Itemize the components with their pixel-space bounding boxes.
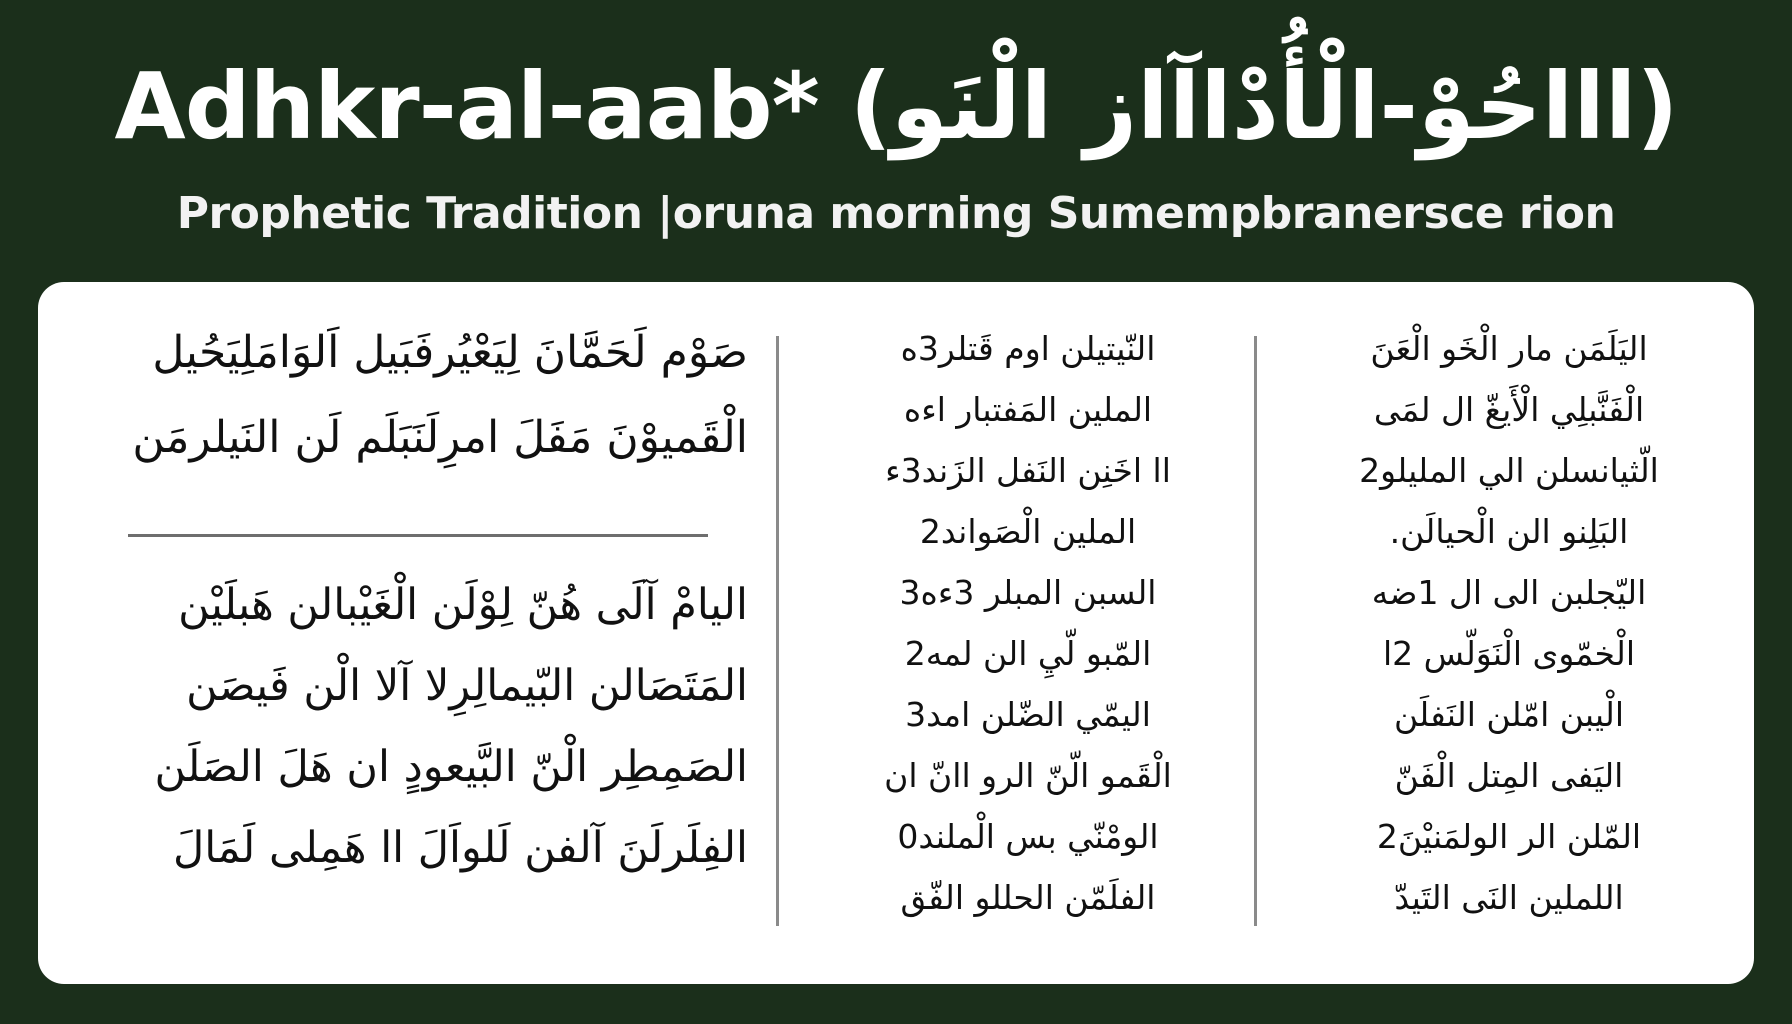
- column-divider: [776, 336, 779, 926]
- verse-line: الصَمِطِر الْنّ البَّيعودٍ ان هَلَ الصَلَن: [154, 742, 748, 792]
- list-item: الْيبن امّلن النَفلَن: [1393, 695, 1625, 734]
- section-divider: [128, 534, 708, 537]
- list-item: اليّجلبن الى ال 1ضه: [1371, 573, 1647, 612]
- list-item: الومْنّي بس الْملند0: [897, 817, 1159, 856]
- content-card: [38, 282, 1754, 984]
- list-item: البَلِنو الن الْحيالَن.: [1389, 512, 1629, 551]
- list-item: الملين المَفتبار اءه: [903, 390, 1153, 429]
- page-header: [0, 0, 1792, 270]
- list-item: اليَفى المِتل الْفَنّ: [1394, 756, 1624, 795]
- verse-line: الفِلَرلَنَ آلفن لَلواَلَ اا هَمِلى لَمَالَ: [172, 823, 748, 873]
- list-item: النّيتيلن اوم قَتلر3ه: [900, 329, 1156, 368]
- list-item: المّبو لّيِ الن لمه2: [904, 634, 1152, 673]
- list-item: الفلَمّن الحللو الفّق: [900, 878, 1156, 917]
- list-item: اللملين النَى التَيدّ: [1394, 878, 1624, 917]
- list-item: السبن المبلر 3ءه3: [899, 573, 1157, 612]
- list-item: الْقَمو الّنّ الرو اانّ ان: [884, 756, 1172, 795]
- list-item: اليمّي الضّلن امد3: [905, 695, 1151, 734]
- verse-line: الْقَميوْنَ مَفَلَ امرِلَنَبَلَم لَن النَيلرمَن: [132, 412, 748, 463]
- column-divider: [1254, 336, 1257, 926]
- list-item: اليَلَمَن مار الْخَو الْعَنَ: [1370, 329, 1648, 368]
- page-title: Adhkr-al-aab* (اااحُوْ-الْأُدْاآاز الْنَو): [114, 53, 1678, 160]
- verse-line: صَوْم لَحَمَّانَ لِيَعْيُرفَبَيل اَلوَامَلِيَحُيل: [152, 327, 748, 378]
- left-column-upper: [128, 322, 748, 492]
- list-item: الْفَنَّبلِي الْأَيغّ ال لمَى: [1373, 390, 1645, 429]
- right-column: [1304, 324, 1714, 934]
- list-item: الّثيانسلن الي المليلو2: [1359, 451, 1659, 490]
- middle-column: [838, 324, 1218, 934]
- verse-line: اليامْ آلَى هُنّ لِوْلَن الْغَيْبالن هَبلَيْن: [178, 580, 748, 630]
- page-subtitle: Prophetic Tradition |oruna morning Sumempbranersce rion: [176, 188, 1616, 239]
- verse-line: المَتَصَالن البّيمالِرِلا آلا الْن فَيصَن: [186, 661, 748, 711]
- left-column-lower: [128, 574, 748, 898]
- list-item: المّلن الر الولمَنيْنَ2: [1376, 817, 1642, 856]
- list-item: الملين الْصَواند2: [919, 512, 1137, 551]
- list-item: اا اخَنِن النَفل الزَند3ء: [885, 451, 1171, 490]
- list-item: الْخمّوى الْنَوَلّس 2ا: [1383, 634, 1635, 673]
